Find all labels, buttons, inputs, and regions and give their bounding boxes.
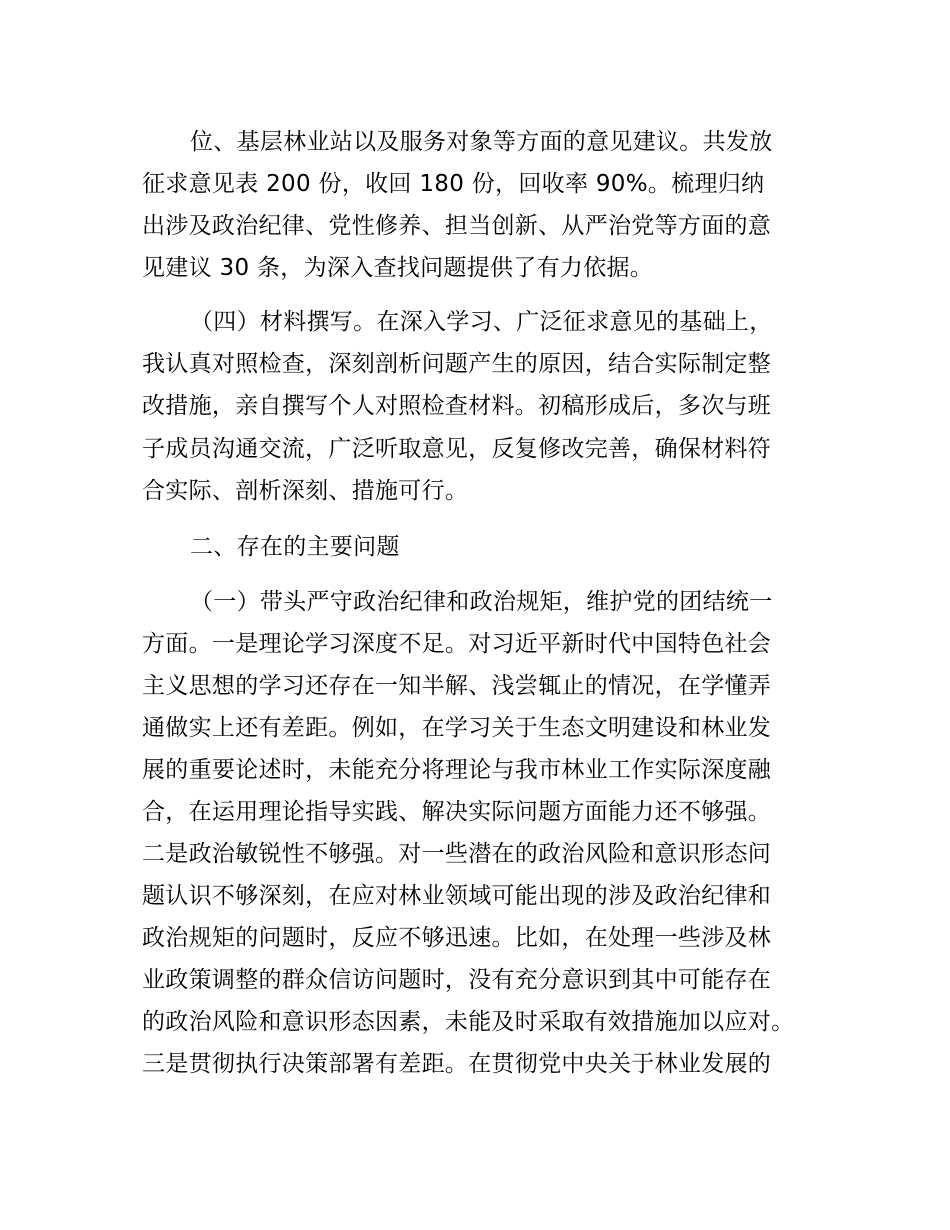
paragraph-line: 征求意见表 200 份，收回 180 份，回收率 90%。梳理归纳: [142, 171, 765, 197]
paragraph-line: 子成员沟通交流，广泛听取意见，反复修改完善，确保材料符: [142, 436, 772, 462]
paragraph-line: 通做实上还有差距。例如，在学习关于生态文明建设和林业发: [142, 715, 772, 741]
paragraph-line: 二是政治敏锐性不够强。对一些潜在的政治风险和意识形态问: [142, 841, 772, 867]
paragraph-line: 三是贯彻执行决策部署有差距。在贯彻党中央关于林业发展的: [142, 1051, 772, 1077]
paragraph-line: 改措施，亲自撰写个人对照检查材料。初稿形成后，多次与班: [142, 393, 772, 419]
paragraph-line: 的政治风险和意识形态因素，未能及时采取有效措施加以应对。: [142, 1009, 795, 1035]
section-heading: 二、存在的主要问题: [190, 534, 400, 560]
paragraph-line: 方面。一是理论学习深度不足。对习近平新时代中国特色社会: [142, 631, 772, 657]
paragraph-line: 政治规矩的问题时，反应不够迅速。比如，在处理一些涉及林: [142, 925, 772, 951]
paragraph-line: （四）材料撰写。在深入学习、广泛征求意见的基础上，: [190, 309, 773, 335]
paragraph-line: 出涉及政治纪律、党性修养、担当创新、从严治党等方面的意: [142, 213, 772, 239]
paragraph-line: 见建议 30 条，为深入查找问题提供了有力依据。: [142, 255, 654, 281]
paragraph-line: 合，在运用理论指导实践、解决实际问题方面能力还不够强。: [142, 799, 772, 825]
paragraph-line: （一）带头严守政治纪律和政治规矩，维护党的团结统一: [190, 589, 773, 615]
paragraph-line: 合实际、剖析深刻、措施可行。: [142, 478, 469, 504]
paragraph-line: 位、基层林业站以及服务对象等方面的意见建议。共发放: [190, 129, 773, 155]
paragraph-line: 展的重要论述时，未能充分将理论与我市林业工作实际深度融: [142, 757, 772, 783]
paragraph-line: 业政策调整的群众信访问题时，没有充分意识到其中可能存在: [142, 967, 772, 993]
paragraph-line: 主义思想的学习还存在一知半解、浅尝辄止的情况，在学懂弄: [142, 673, 772, 699]
paragraph-line: 题认识不够深刻，在应对林业领域可能出现的涉及政治纪律和: [142, 883, 772, 909]
paragraph-line: 我认真对照检查，深刻剖析问题产生的原因，结合实际制定整: [142, 351, 772, 377]
